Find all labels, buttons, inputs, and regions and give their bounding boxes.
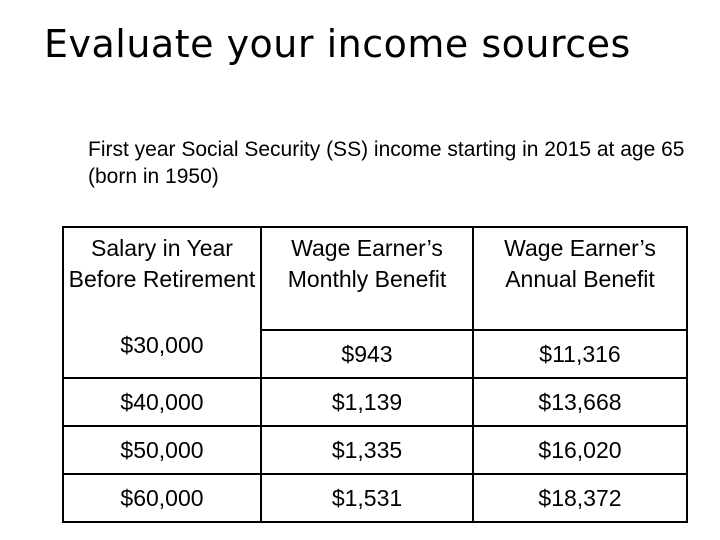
- monthly-benefit-cell: $1,335: [261, 426, 473, 474]
- salary-cell: $50,000: [63, 426, 261, 474]
- income-table: [62, 226, 688, 523]
- table-row: [63, 330, 687, 378]
- salary-cell: $40,000: [63, 378, 261, 426]
- annual-benefit-cell: $13,668: [473, 378, 687, 426]
- table-header-row: [63, 227, 687, 330]
- slide-title: Evaluate your income sources: [44, 22, 631, 66]
- monthly-benefit-cell: $1,139: [261, 378, 473, 426]
- table-row: [63, 426, 687, 474]
- annual-benefit-cell: $18,372: [473, 474, 687, 522]
- header-annual-benefit: Wage Earner’s Annual Benefit: [473, 227, 687, 330]
- annual-benefit-cell: $16,020: [473, 426, 687, 474]
- header-salary: Salary in Year Before Retirement: [68, 235, 256, 292]
- salary-cell: $30,000: [120, 332, 204, 358]
- header-monthly-benefit: Wage Earner’s Monthly Benefit: [261, 227, 473, 330]
- slide-subtitle: First year Social Security (SS) income starting in 2015 at age 65 (born in 1950): [88, 138, 685, 188]
- salary-cell: $60,000: [63, 474, 261, 522]
- monthly-benefit-cell: $1,531: [261, 474, 473, 522]
- table-row: [63, 378, 687, 426]
- table-row: [63, 474, 687, 522]
- monthly-benefit-cell: $943: [261, 330, 473, 378]
- annual-benefit-cell: $11,316: [473, 330, 687, 378]
